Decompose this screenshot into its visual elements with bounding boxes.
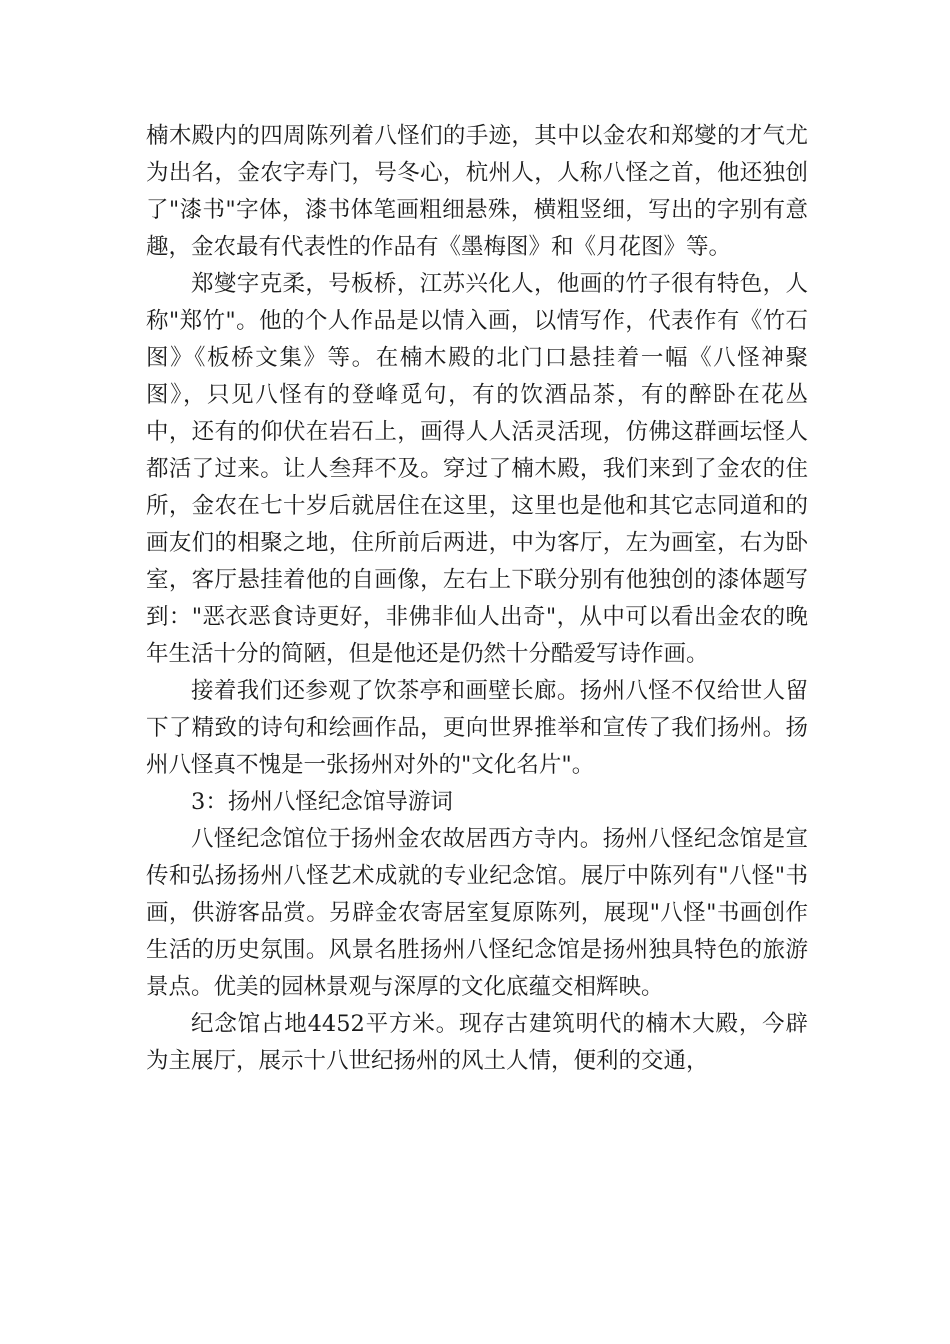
- section-heading: 3：扬州八怪纪念馆导游词: [191, 789, 453, 815]
- paragraph-tea-pavilion: 接着我们还参观了饮茶亭和画壁长廊。扬州八怪不仅给世人留下了精致的诗句和绘画作品，更向世界推举和宣传了我们扬州。扬州八怪真不愧是一张扬州对外的"文化名片"。: [146, 678, 808, 778]
- paragraph-museum-area: 纪念馆占地4452平方米。现存古建筑明代的楠木大殿，今辟为主展厅，展示十八世纪扬州的风土人情，便利的交通，: [146, 1011, 808, 1074]
- paragraph-zheng-xie: 郑燮字克柔，号板桥，江苏兴化人，他画的竹子很有特色，人称"郑竹"。他的个人作品是以情入画，以情写作，代表作有《竹石图》《板桥文集》等。在楠木殿的北门口悬挂着一幅《八怪神聚图》，只见八怪有的登峰觅句，有的饮酒品茶，有的醉卧在花丛中，还有的仰伏在岩石上，画得人人活灵活现，仿佛这群画坛怪人都活了过来。让人叁拜不及。穿过了楠木殿，我们来到了金农的住所，金农在七十岁后就居住在这里，这里也是他和其它志同道和的画友们的相聚之地，住所前后两进，中为客厅，左为画室，右为卧室，客厅悬挂着他的自画像，左右上下联分别有他独创的漆体题写到："恶衣恶食诗更好，非佛非仙人出奇"，从中可以看出金农的晚年生活十分的简陋，但是他还是仍然十分酷爱写诗作画。: [146, 271, 808, 667]
- document-body: [146, 118, 808, 1080]
- paragraph-nanmu-hall: 楠木殿内的四周陈列着八怪们的手迹，其中以金农和郑燮的才气尤为出名，金农字寿门，号冬心，杭州人，人称八怪之首，他还独创了"漆书"字体，漆书体笔画粗细悬殊，横粗竖细，写出的字别有意趣，金农最有代表性的作品有《墨梅图》和《月花图》等。: [146, 123, 808, 260]
- paragraph-museum-intro: 八怪纪念馆位于扬州金农故居西方寺内。扬州八怪纪念馆是宣传和弘扬扬州八怪艺术成就的专业纪念馆。展厅中陈列有"八怪"书画，供游客品赏。另辟金农寄居室复原陈列，展现"八怪"书画创作生活的历史氛围。风景名胜扬州八怪纪念馆是扬州独具特色的旅游景点。优美的园林景观与深厚的文化底蕴交相辉映。: [146, 826, 808, 1000]
